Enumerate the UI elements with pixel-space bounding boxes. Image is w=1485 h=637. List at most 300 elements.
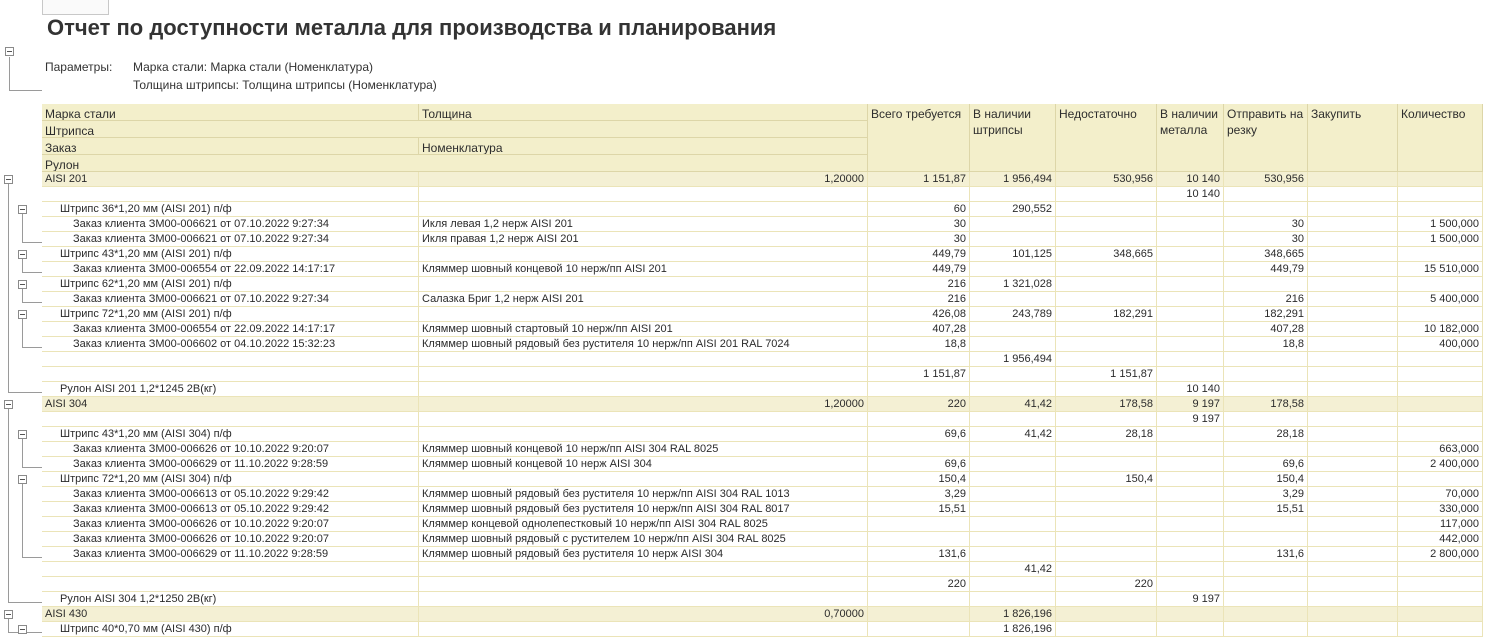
cell-nedostatochno: 220 — [1056, 577, 1157, 592]
cell-v-nalichii-shtripsy: 1 826,196 — [970, 622, 1056, 637]
cell-nedostatochno: 150,4 — [1056, 472, 1157, 487]
cell-detail — [419, 367, 868, 382]
cell-name: Заказ клиента ЗМ00-006621 от 07.10.2022 9:27:34 — [42, 217, 419, 232]
cell-vsego — [868, 562, 970, 577]
cell-otpravit — [1224, 277, 1308, 292]
cell-kolichestvo — [1398, 352, 1483, 367]
cell-v-nalichii-shtripsy: 41,42 — [970, 397, 1056, 412]
params-label: Параметры: — [45, 60, 113, 74]
cell-name: Заказ клиента ЗМ00-006602 от 04.10.2022 15:32:23 — [42, 337, 419, 352]
table-header — [42, 104, 1483, 172]
cell-nedostatochno — [1056, 487, 1157, 502]
cell-otpravit: 28,18 — [1224, 427, 1308, 442]
coil-row[interactable] — [42, 382, 1483, 397]
order-row[interactable] — [42, 292, 1483, 307]
order-row[interactable] — [42, 262, 1483, 277]
outline-line — [22, 484, 23, 557]
header-v-nalichii-metalla[interactable]: В наличии металла — [1157, 104, 1224, 172]
collapse-params-icon[interactable] — [5, 47, 14, 56]
cell-vsego: 449,79 — [868, 247, 970, 262]
cell-vsego: 60 — [868, 202, 970, 217]
cell-name: Заказ клиента ЗМ00-006554 от 22.09.2022 14:17:17 — [42, 262, 419, 277]
cell-nedostatochno — [1056, 412, 1157, 427]
cell-detail: 1,20000 — [419, 172, 868, 187]
cell-otpravit — [1224, 577, 1308, 592]
cell-zakupit — [1308, 562, 1398, 577]
order-row[interactable] — [42, 532, 1483, 547]
cell-v-nalichii-shtripsy: 1 321,028 — [970, 277, 1056, 292]
cell-v-nalichii-shtripsy: 41,42 — [970, 562, 1056, 577]
cell-otpravit — [1224, 592, 1308, 607]
cell-kolichestvo: 442,000 — [1398, 532, 1483, 547]
header-nedostatochno[interactable]: Недостаточно — [1056, 104, 1157, 172]
cell-detail — [419, 382, 868, 397]
cell-zakupit — [1308, 412, 1398, 427]
cell-detail — [419, 277, 868, 292]
cell-kolichestvo — [1398, 202, 1483, 217]
blank-row[interactable] — [42, 367, 1483, 382]
report-title: Отчет по доступности металла для производства и планирования — [47, 15, 777, 40]
cell-name: Заказ клиента ЗМ00-006629 от 11.10.2022 9:28:59 — [42, 457, 419, 472]
cell-v-nalichii-metalla — [1157, 202, 1224, 217]
blank-row[interactable] — [42, 187, 1483, 202]
cell-v-nalichii-metalla — [1157, 277, 1224, 292]
collapse-strip-icon[interactable] — [18, 205, 27, 214]
cell-v-nalichii-shtripsy — [970, 232, 1056, 247]
cell-kolichestvo — [1398, 367, 1483, 382]
cell-name: Штрипс 43*1,20 мм (AISI 201) п/ф — [42, 247, 419, 262]
cell-otpravit: 131,6 — [1224, 547, 1308, 562]
cell-nedostatochno — [1056, 277, 1157, 292]
cell-name: Заказ клиента ЗМ00-006613 от 05.10.2022 9:29:42 — [42, 502, 419, 517]
collapse-grade-icon[interactable] — [4, 400, 13, 409]
cell-v-nalichii-shtripsy: 1 826,196 — [970, 607, 1056, 622]
cell-v-nalichii-shtripsy — [970, 322, 1056, 337]
cell-nedostatochno: 28,18 — [1056, 427, 1157, 442]
cell-nedostatochno — [1056, 202, 1157, 217]
cell-detail — [419, 592, 868, 607]
cell-v-nalichii-metalla: 9 197 — [1157, 397, 1224, 412]
cell-detail: Кляммер шовный рядовый без рустителя 10 нерж/пп AISI 201 RAL 7024 — [419, 337, 868, 352]
cell-otpravit — [1224, 607, 1308, 622]
cell-nedostatochno: 182,291 — [1056, 307, 1157, 322]
collapse-grade-icon[interactable] — [4, 175, 13, 184]
cell-zakupit — [1308, 202, 1398, 217]
grade-row[interactable] — [42, 607, 1483, 622]
cell-vsego — [868, 532, 970, 547]
collapse-strip-icon[interactable] — [18, 430, 27, 439]
cell-name: AISI 201 — [42, 172, 419, 187]
header-zakupit[interactable]: Закупить — [1308, 104, 1398, 172]
cell-otpravit — [1224, 382, 1308, 397]
cell-detail — [419, 187, 868, 202]
cell-otpravit — [1224, 532, 1308, 547]
cell-nedostatochno: 530,956 — [1056, 172, 1157, 187]
cell-vsego — [868, 187, 970, 202]
cell-v-nalichii-metalla — [1157, 472, 1224, 487]
cell-nedostatochno — [1056, 187, 1157, 202]
cell-kolichestvo: 70,000 — [1398, 487, 1483, 502]
cell-otpravit: 30 — [1224, 217, 1308, 232]
cell-otpravit: 150,4 — [1224, 472, 1308, 487]
cell-v-nalichii-shtripsy: 1 956,494 — [970, 172, 1056, 187]
cell-name: Штрипс 43*1,20 мм (AISI 304) п/ф — [42, 427, 419, 442]
cell-v-nalichii-shtripsy — [970, 577, 1056, 592]
cell-v-nalichii-metalla — [1157, 322, 1224, 337]
cell-name — [42, 562, 419, 577]
cell-v-nalichii-metalla — [1157, 547, 1224, 562]
cell-nedostatochno — [1056, 217, 1157, 232]
cell-vsego: 216 — [868, 292, 970, 307]
header-v-nalichii-shtripsy[interactable]: В наличии штрипсы — [970, 104, 1056, 172]
cell-kolichestvo: 330,000 — [1398, 502, 1483, 517]
cell-detail — [419, 472, 868, 487]
cell-name: Заказ клиента ЗМ00-006621 от 07.10.2022 9:27:34 — [42, 292, 419, 307]
cell-v-nalichii-shtripsy: 1 956,494 — [970, 352, 1056, 367]
cell-zakupit — [1308, 472, 1398, 487]
cell-v-nalichii-shtripsy — [970, 382, 1056, 397]
cell-v-nalichii-metalla: 10 140 — [1157, 187, 1224, 202]
cell-v-nalichii-metalla: 9 197 — [1157, 412, 1224, 427]
outline-line — [8, 619, 9, 632]
cell-v-nalichii-shtripsy: 290,552 — [970, 202, 1056, 217]
cell-zakupit — [1308, 367, 1398, 382]
cell-kolichestvo — [1398, 577, 1483, 592]
cell-kolichestvo — [1398, 277, 1483, 292]
cell-otpravit — [1224, 442, 1308, 457]
cell-nedostatochno — [1056, 592, 1157, 607]
cell-otpravit — [1224, 187, 1308, 202]
cell-detail — [419, 307, 868, 322]
cell-detail — [419, 427, 868, 442]
outline-line — [8, 392, 42, 393]
cell-v-nalichii-metalla — [1157, 607, 1224, 622]
cell-zakupit — [1308, 307, 1398, 322]
cell-v-nalichii-metalla — [1157, 247, 1224, 262]
cell-detail — [419, 562, 868, 577]
cell-nedostatochno — [1056, 607, 1157, 622]
cell-zakupit — [1308, 217, 1398, 232]
cell-detail — [419, 577, 868, 592]
cell-name: AISI 304 — [42, 397, 419, 412]
cell-name: Рулон AISI 201 1,2*1245 2В(кг) — [42, 382, 419, 397]
collapse-strip-icon[interactable] — [18, 475, 27, 484]
cell-nedostatochno — [1056, 517, 1157, 532]
cell-vsego: 216 — [868, 277, 970, 292]
cell-vsego: 220 — [868, 397, 970, 412]
header-nomenklatura[interactable]: Номенклатура — [419, 138, 868, 155]
cell-kolichestvo: 5 400,000 — [1398, 292, 1483, 307]
cell-otpravit: 216 — [1224, 292, 1308, 307]
order-row[interactable] — [42, 232, 1483, 247]
strip-row[interactable] — [42, 247, 1483, 262]
cell-v-nalichii-shtripsy — [970, 502, 1056, 517]
collapse-strip-icon[interactable] — [18, 280, 27, 289]
cell-zakupit — [1308, 427, 1398, 442]
cell-name — [42, 577, 419, 592]
cell-zakupit — [1308, 172, 1398, 187]
cell-name — [42, 412, 419, 427]
cell-v-nalichii-shtripsy — [970, 517, 1056, 532]
cell-name — [42, 187, 419, 202]
order-row[interactable] — [42, 442, 1483, 457]
cell-nedostatochno: 178,58 — [1056, 397, 1157, 412]
outline-line — [22, 347, 42, 348]
strip-row[interactable] — [42, 202, 1483, 217]
cell-detail: Кляммер шовный рядовый без рустителя 10 нерж/пп AISI 304 RAL 8017 — [419, 502, 868, 517]
cell-kolichestvo — [1398, 607, 1483, 622]
cell-v-nalichii-shtripsy: 243,789 — [970, 307, 1056, 322]
header-vsego[interactable]: Всего требуется — [868, 104, 970, 172]
cell-v-nalichii-metalla — [1157, 577, 1224, 592]
cell-v-nalichii-shtripsy: 41,42 — [970, 427, 1056, 442]
cell-zakupit — [1308, 382, 1398, 397]
cell-nedostatochno: 1 151,87 — [1056, 367, 1157, 382]
cell-v-nalichii-metalla — [1157, 487, 1224, 502]
order-row[interactable] — [42, 547, 1483, 562]
outline-line — [22, 302, 42, 303]
cell-v-nalichii-metalla — [1157, 427, 1224, 442]
cell-kolichestvo: 2 800,000 — [1398, 547, 1483, 562]
collapse-strip-icon[interactable] — [18, 250, 27, 259]
outline-line — [22, 242, 42, 243]
cell-vsego: 150,4 — [868, 472, 970, 487]
cell-vsego — [868, 412, 970, 427]
outline-line — [8, 602, 42, 603]
cell-kolichestvo — [1398, 397, 1483, 412]
outline-line — [9, 90, 42, 91]
coil-row[interactable] — [42, 592, 1483, 607]
header-kolichestvo[interactable]: Количество — [1398, 104, 1483, 172]
cell-vsego — [868, 517, 970, 532]
cell-kolichestvo — [1398, 562, 1483, 577]
cell-v-nalichii-shtripsy — [970, 337, 1056, 352]
cell-detail: Икля правая 1,2 нерж AISI 201 — [419, 232, 868, 247]
cell-kolichestvo: 117,000 — [1398, 517, 1483, 532]
cell-kolichestvo — [1398, 472, 1483, 487]
cell-name: Заказ клиента ЗМ00-006613 от 05.10.2022 9:29:42 — [42, 487, 419, 502]
cell-v-nalichii-metalla — [1157, 337, 1224, 352]
strip-row[interactable] — [42, 277, 1483, 292]
collapse-strip-icon[interactable] — [18, 310, 27, 319]
cell-detail: Кляммер шовный стартовый 10 нерж/пп AISI 201 — [419, 322, 868, 337]
outline-line — [22, 557, 42, 558]
cell-v-nalichii-metalla — [1157, 367, 1224, 382]
param-strip-thickness: Толщина штрипсы: Толщина штрипсы (Номенклатура) — [133, 78, 437, 92]
cell-otpravit: 407,28 — [1224, 322, 1308, 337]
cell-name: Штрипс 72*1,20 мм (AISI 201) п/ф — [42, 307, 419, 322]
cell-vsego: 426,08 — [868, 307, 970, 322]
cell-detail — [419, 352, 868, 367]
cell-zakupit — [1308, 517, 1398, 532]
cell-v-nalichii-shtripsy — [970, 472, 1056, 487]
cell-detail: Кляммер шовный концевой 10 нерж/пп AISI 201 — [419, 262, 868, 277]
cell-detail: Салазка Бриг 1,2 нерж AISI 201 — [419, 292, 868, 307]
strip-row[interactable] — [42, 427, 1483, 442]
cell-otpravit: 15,51 — [1224, 502, 1308, 517]
cell-vsego: 3,29 — [868, 487, 970, 502]
cell-name: Заказ клиента ЗМ00-006554 от 22.09.2022 14:17:17 — [42, 322, 419, 337]
cell-kolichestvo — [1398, 247, 1483, 262]
outline-line — [22, 439, 23, 467]
cell-v-nalichii-metalla — [1157, 517, 1224, 532]
cell-zakupit — [1308, 337, 1398, 352]
grade-row[interactable] — [42, 397, 1483, 412]
cell-v-nalichii-shtripsy: 101,125 — [970, 247, 1056, 262]
cell-otpravit: 348,665 — [1224, 247, 1308, 262]
cell-zakupit — [1308, 292, 1398, 307]
order-row[interactable] — [42, 487, 1483, 502]
cell-zakupit — [1308, 502, 1398, 517]
cell-name: Заказ клиента ЗМ00-006629 от 11.10.2022 9:28:59 — [42, 547, 419, 562]
order-row[interactable] — [42, 517, 1483, 532]
cell-name — [42, 352, 419, 367]
order-row[interactable] — [42, 217, 1483, 232]
cell-v-nalichii-metalla — [1157, 262, 1224, 277]
strip-row[interactable] — [42, 472, 1483, 487]
cell-kolichestvo: 1 500,000 — [1398, 217, 1483, 232]
cell-otpravit: 182,291 — [1224, 307, 1308, 322]
cell-otpravit: 18,8 — [1224, 337, 1308, 352]
cell-vsego — [868, 382, 970, 397]
cell-zakupit — [1308, 322, 1398, 337]
outline-line — [8, 184, 9, 392]
cell-v-nalichii-shtripsy — [970, 487, 1056, 502]
cell-detail: 0,70000 — [419, 607, 868, 622]
cell-v-nalichii-metalla — [1157, 292, 1224, 307]
cell-nedostatochno — [1056, 232, 1157, 247]
cell-vsego: 69,6 — [868, 427, 970, 442]
cell-name: Рулон AISI 304 1,2*1250 2В(кг) — [42, 592, 419, 607]
cell-zakupit — [1308, 352, 1398, 367]
collapse-grade-icon[interactable] — [4, 610, 13, 619]
cell-detail — [419, 202, 868, 217]
cell-v-nalichii-shtripsy — [970, 532, 1056, 547]
cell-v-nalichii-shtripsy — [970, 412, 1056, 427]
cell-vsego: 15,51 — [868, 502, 970, 517]
cell-vsego — [868, 442, 970, 457]
cell-v-nalichii-metalla — [1157, 562, 1224, 577]
cell-otpravit: 3,29 — [1224, 487, 1308, 502]
header-marka[interactable]: Марка стали — [42, 104, 419, 121]
cell-detail: Икля левая 1,2 нерж AISI 201 — [419, 217, 868, 232]
cell-v-nalichii-shtripsy — [970, 367, 1056, 382]
cell-nedostatochno — [1056, 352, 1157, 367]
cell-v-nalichii-metalla — [1157, 457, 1224, 472]
cell-kolichestvo: 15 510,000 — [1398, 262, 1483, 277]
cell-vsego: 131,6 — [868, 547, 970, 562]
cell-otpravit — [1224, 202, 1308, 217]
header-shtripsa[interactable]: Штрипса — [42, 121, 868, 138]
outline-line — [22, 259, 23, 272]
cell-kolichestvo: 2 400,000 — [1398, 457, 1483, 472]
header-zakaz[interactable]: Заказ — [42, 138, 419, 155]
header-rulon[interactable]: Рулон — [42, 155, 868, 172]
outline-line — [8, 409, 9, 602]
cell-otpravit: 530,956 — [1224, 172, 1308, 187]
cell-detail: 1,20000 — [419, 397, 868, 412]
header-otpravit[interactable]: Отправить на резку — [1224, 104, 1308, 172]
header-tolshina[interactable]: Толщина — [419, 104, 868, 121]
strip-row[interactable] — [42, 307, 1483, 322]
cell-v-nalichii-metalla: 9 197 — [1157, 592, 1224, 607]
outline-line — [22, 319, 23, 347]
cell-v-nalichii-shtripsy — [970, 547, 1056, 562]
cell-kolichestvo — [1398, 412, 1483, 427]
cell-kolichestvo — [1398, 592, 1483, 607]
collapse-strip-icon[interactable] — [18, 625, 27, 634]
cell-nedostatochno — [1056, 292, 1157, 307]
cell-detail: Кляммер концевой однолепестковый 10 нерж/пп AISI 304 RAL 8025 — [419, 517, 868, 532]
order-row[interactable] — [42, 502, 1483, 517]
cell-detail — [419, 412, 868, 427]
cell-kolichestvo — [1398, 172, 1483, 187]
top-tab[interactable] — [42, 0, 109, 15]
cell-name: Штрипс 72*1,20 мм (AISI 304) п/ф — [42, 472, 419, 487]
cell-kolichestvo: 663,000 — [1398, 442, 1483, 457]
cell-otpravit: 30 — [1224, 232, 1308, 247]
cell-name: Штрипс 36*1,20 мм (AISI 201) п/ф — [42, 202, 419, 217]
cell-otpravit: 69,6 — [1224, 457, 1308, 472]
outline-gutter — [0, 0, 42, 635]
grade-row[interactable] — [42, 172, 1483, 187]
cell-otpravit — [1224, 367, 1308, 382]
cell-name — [42, 367, 419, 382]
outline-line — [22, 214, 23, 242]
cell-name: Заказ клиента ЗМ00-006626 от 10.10.2022 9:20:07 — [42, 532, 419, 547]
cell-vsego: 220 — [868, 577, 970, 592]
cell-name: Штрипс 62*1,20 мм (AISI 201) п/ф — [42, 277, 419, 292]
cell-vsego: 1 151,87 — [868, 367, 970, 382]
cell-zakupit — [1308, 262, 1398, 277]
cell-v-nalichii-metalla — [1157, 307, 1224, 322]
cell-v-nalichii-metalla — [1157, 532, 1224, 547]
cell-name: Заказ клиента ЗМ00-006626 от 10.10.2022 9:20:07 — [42, 517, 419, 532]
cell-zakupit — [1308, 457, 1398, 472]
cell-otpravit — [1224, 412, 1308, 427]
cell-v-nalichii-metalla — [1157, 502, 1224, 517]
cell-vsego — [868, 592, 970, 607]
cell-otpravit: 449,79 — [1224, 262, 1308, 277]
cell-v-nalichii-metalla — [1157, 352, 1224, 367]
cell-zakupit — [1308, 532, 1398, 547]
cell-nedostatochno: 348,665 — [1056, 247, 1157, 262]
cell-kolichestvo — [1398, 307, 1483, 322]
blank-row[interactable] — [42, 352, 1483, 367]
cell-nedostatochno — [1056, 457, 1157, 472]
order-row[interactable] — [42, 337, 1483, 352]
blank-row[interactable] — [42, 562, 1483, 577]
cell-detail: Кляммер шовный концевой 10 нерж AISI 304 — [419, 457, 868, 472]
blank-row[interactable] — [42, 577, 1483, 592]
cell-zakupit — [1308, 232, 1398, 247]
cell-name: Заказ клиента ЗМ00-006626 от 10.10.2022 9:20:07 — [42, 442, 419, 457]
cell-vsego — [868, 352, 970, 367]
cell-v-nalichii-shtripsy — [970, 442, 1056, 457]
cell-vsego: 69,6 — [868, 457, 970, 472]
cell-zakupit — [1308, 277, 1398, 292]
cell-detail: Кляммер шовный рядовый без рустителя 10 нерж/пп AISI 304 RAL 1013 — [419, 487, 868, 502]
order-row[interactable] — [42, 457, 1483, 472]
cell-otpravit — [1224, 352, 1308, 367]
cell-zakupit — [1308, 577, 1398, 592]
cell-zakupit — [1308, 487, 1398, 502]
order-row[interactable] — [42, 322, 1483, 337]
blank-row[interactable] — [42, 412, 1483, 427]
cell-nedostatochno — [1056, 547, 1157, 562]
cell-detail: Кляммер шовный рядовый без рустителя 10 нерж AISI 304 — [419, 547, 868, 562]
cell-zakupit — [1308, 397, 1398, 412]
